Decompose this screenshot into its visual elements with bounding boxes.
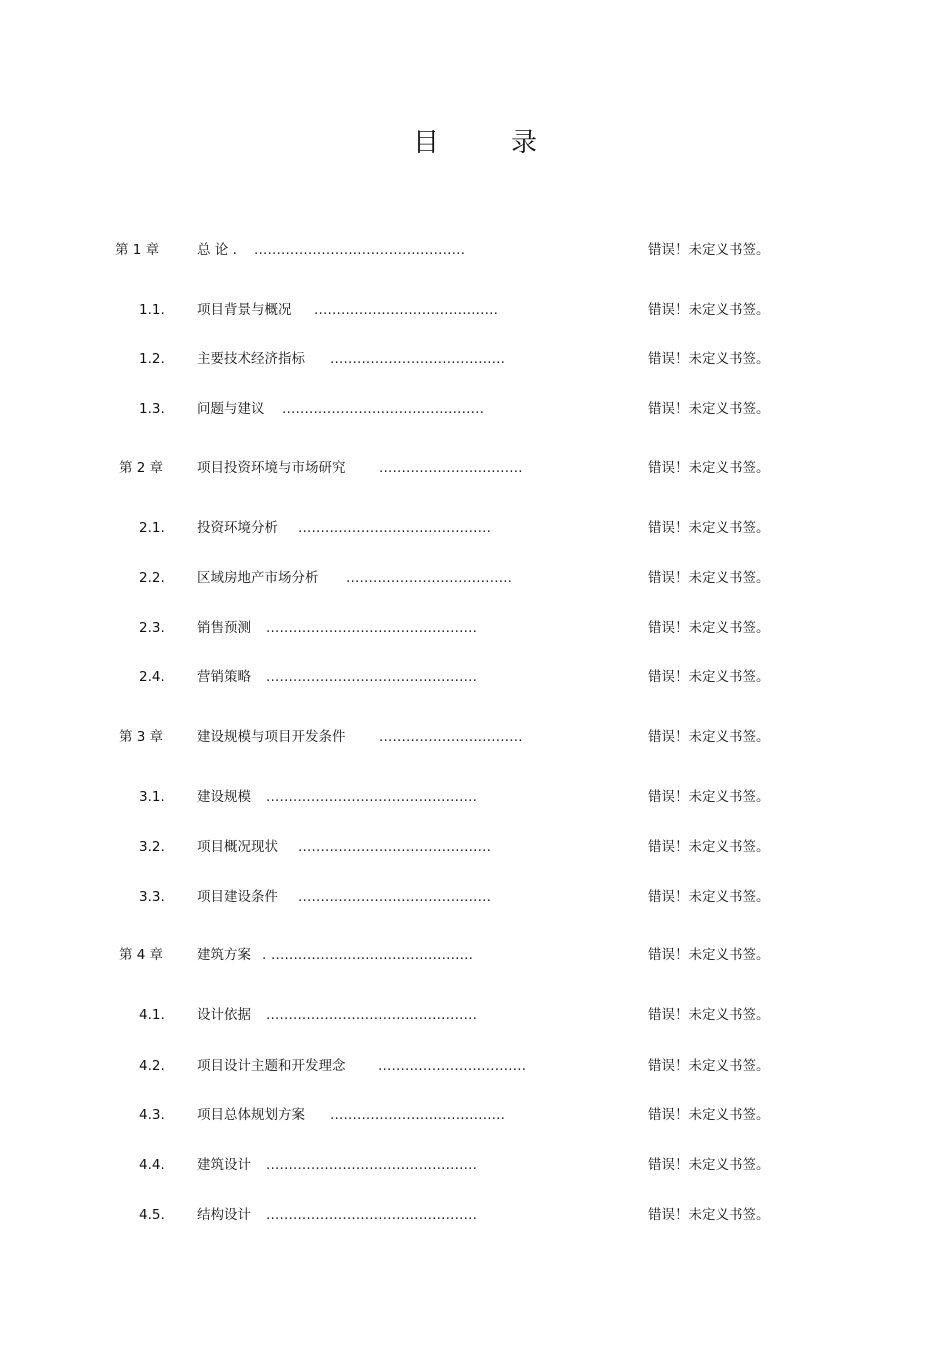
toc-number: 1.2. (139, 351, 165, 367)
toc-page-ref: 错误！未定义书签。 (648, 520, 770, 536)
toc-number: 4.4. (139, 1157, 165, 1173)
toc-leader-dots: ............................................... (266, 620, 478, 636)
toc-entry-section[interactable] (0, 1005, 950, 1025)
toc-leader-dots: ............................................... (266, 1157, 478, 1173)
toc-entry-section[interactable] (0, 618, 950, 638)
toc-leader-dots: ........................................... (298, 889, 492, 905)
toc-leader-dots: ............................................... (266, 669, 478, 685)
toc-entry-section[interactable] (0, 1205, 950, 1225)
toc-entry-section[interactable] (0, 1056, 950, 1076)
toc-label: 建设规模与项目开发条件 (197, 729, 346, 745)
toc-label: 项目背景与概况 (197, 302, 292, 318)
toc-label: 设计依据 (197, 1007, 251, 1023)
toc-label: 建设规模 (197, 789, 251, 805)
toc-leader-dots: ............................................... (266, 1007, 478, 1023)
toc-page-ref: 错误！未定义书签。 (648, 570, 770, 586)
toc-leader-dots: ............................................. (282, 401, 485, 417)
toc-page-ref: 错误！未定义书签。 (648, 729, 770, 745)
toc-label: 销售预测 (197, 620, 251, 636)
toc-entry-chapter-4[interactable] (0, 945, 950, 965)
toc-page-ref: 错误！未定义书签。 (648, 947, 770, 963)
toc-entry-section[interactable] (0, 787, 950, 807)
toc-entry-section[interactable] (0, 568, 950, 588)
toc-number: 4.1. (139, 1007, 165, 1023)
toc-leader-dots: ............................................... (254, 242, 466, 258)
toc-leader-dots: ............................................... (266, 1207, 478, 1223)
toc-entry-chapter-2[interactable] (0, 458, 950, 478)
toc-number: 2.4. (139, 669, 165, 685)
toc-entry-section[interactable] (0, 837, 950, 857)
toc-label: 区域房地产市场分析 (197, 570, 319, 586)
toc-label: 建筑设计 (197, 1157, 251, 1173)
title-char-1: 目 (412, 128, 439, 158)
toc-entry-section[interactable] (0, 399, 950, 419)
toc-leader-dots: ............................................... (266, 789, 478, 805)
toc-entry-section[interactable] (0, 1155, 950, 1175)
toc-leader-dots: ..................................... (346, 570, 513, 586)
toc-number: 第 4 章 (119, 947, 164, 963)
toc-entry-chapter-3[interactable] (0, 727, 950, 747)
toc-entry-section[interactable] (0, 667, 950, 687)
toc-entry-section[interactable] (0, 887, 950, 907)
toc-label: 营销策略 (197, 669, 251, 685)
toc-page-ref: 错误！未定义书签。 (648, 302, 770, 318)
toc-page-ref: 错误！未定义书签。 (648, 460, 770, 476)
toc-entry-section[interactable] (0, 349, 950, 369)
toc-number: 4.2. (139, 1058, 165, 1074)
title-char-2: 录 (511, 128, 538, 158)
toc-page-ref: 错误！未定义书签。 (648, 1107, 770, 1123)
toc-page-ref: 错误！未定义书签。 (648, 1007, 770, 1023)
toc-leader-dots: ....................................... (330, 1107, 506, 1123)
toc-page-ref: 错误！未定义书签。 (648, 401, 770, 417)
toc-leader-dots: ....................................... (330, 351, 506, 367)
toc-leader-dots: ......................................... (314, 302, 499, 318)
toc-leader-dots: ................................. (378, 1058, 527, 1074)
toc-page-ref: 错误！未定义书签。 (648, 1157, 770, 1173)
toc-entry-chapter-1[interactable] (0, 240, 950, 260)
toc-number: 4.5. (139, 1207, 165, 1223)
toc-leader-dots: ........................................... (298, 520, 492, 536)
toc-number: 3.2. (139, 839, 165, 855)
toc-page-ref: 错误！未定义书签。 (648, 1207, 770, 1223)
toc-number: 第 3 章 (119, 729, 164, 745)
toc-leader-dots: ................................ (379, 460, 523, 476)
toc-page-ref: 错误！未定义书签。 (648, 839, 770, 855)
toc-number: 3.3. (139, 889, 165, 905)
toc-page-ref: 错误！未定义书签。 (648, 889, 770, 905)
toc-number: 2.1. (139, 520, 165, 536)
toc-entry-section[interactable] (0, 518, 950, 538)
toc-label: 主要技术经济指标 (197, 351, 305, 367)
toc-label: 项目设计主题和开发理念 (197, 1058, 346, 1074)
toc-label: 项目概况现状 (197, 839, 278, 855)
toc-number: 2.3. (139, 620, 165, 636)
toc-label: 项目建设条件 (197, 889, 278, 905)
toc-entry-section[interactable] (0, 300, 950, 320)
toc-label: 投资环境分析 (197, 520, 278, 536)
toc-leader-dots: ................................ (379, 729, 523, 745)
toc-number: 2.2. (139, 570, 165, 586)
toc-leader-dots: . ............................................. (262, 947, 474, 963)
page-title (0, 122, 950, 159)
toc-number: 第 1 章 (115, 242, 160, 258)
toc-label: 建筑方案 (197, 947, 251, 963)
toc-page-ref: 错误！未定义书签。 (648, 789, 770, 805)
toc-label: 总 论 . (197, 242, 237, 258)
toc-page-ref: 错误！未定义书签。 (648, 669, 770, 685)
toc-number: 第 2 章 (119, 460, 164, 476)
toc-page-ref: 错误！未定义书签。 (648, 1058, 770, 1074)
toc-entry-section[interactable] (0, 1105, 950, 1125)
toc-number: 1.1. (139, 302, 165, 318)
toc-page-ref: 错误！未定义书签。 (648, 351, 770, 367)
toc-page-ref: 错误！未定义书签。 (648, 620, 770, 636)
toc-label: 项目总体规划方案 (197, 1107, 305, 1123)
toc-label: 问题与建议 (197, 401, 265, 417)
toc-number: 1.3. (139, 401, 165, 417)
toc-label: 结构设计 (197, 1207, 251, 1223)
toc-leader-dots: ........................................... (298, 839, 492, 855)
toc-number: 3.1. (139, 789, 165, 805)
toc-label: 项目投资环境与市场研究 (197, 460, 346, 476)
toc-number: 4.3. (139, 1107, 165, 1123)
toc-page-ref: 错误！未定义书签。 (648, 242, 770, 258)
